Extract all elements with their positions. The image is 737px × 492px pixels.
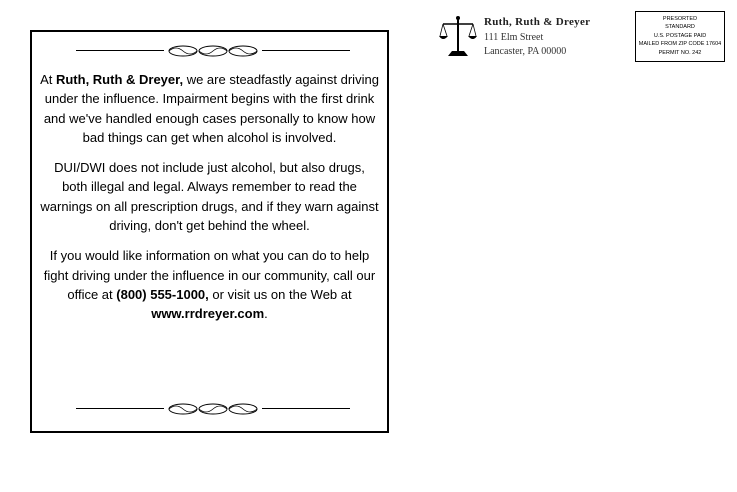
ornamental-divider-top: [76, 43, 350, 59]
message-body: [40, 70, 379, 335]
indicia-line: STANDARD: [665, 24, 695, 31]
scroll-ornament-icon: [164, 401, 262, 417]
return-address: [484, 16, 590, 59]
paragraph-dui-dwi: DUI/DWI does not include just alcohol, but also drugs, both illegal and legal. Always remember to read the warnings on all prescription drugs, and if they warn against driving, don't get behind the wheel.: [40, 160, 379, 234]
firm-name-emphasis: Ruth, Ruth & Dreyer,: [55, 72, 184, 87]
indicia-line: PRESORTED: [662, 16, 698, 22]
scroll-ornament-icon: [164, 43, 262, 59]
postcard-message-panel: [30, 30, 389, 433]
indicia-line: MAILED FROM ZIP CODE 17604: [638, 41, 722, 48]
scales-of-justice-icon: [438, 14, 478, 58]
indicia-line: U.S. POSTAGE PAID: [653, 32, 707, 39]
paragraph-intro: At Ruth, Ruth & Dreyer, we are steadfastly against driving under the influence. Impairment begins with the first drink and we've handled enough cases personally to know how bad things can get when alcohol is involved.: [40, 72, 379, 145]
ornamental-divider-bottom: [76, 401, 350, 417]
website-link[interactable]: www.rrdreyer.com: [151, 306, 265, 322]
postage-indicia: [635, 11, 725, 62]
return-address-firm: Ruth, Ruth & Dreyer: [484, 16, 591, 28]
paragraph-contact: If you would like information on what you can do to help fight driving under the influence in our community, call our office at (800) 555-1000, or visit us on the Web at www.rrdreyer.com.: [43, 248, 376, 322]
return-address-city: Lancaster, PA 00000: [484, 46, 567, 57]
phone-number: (800) 555-1000,: [116, 286, 209, 302]
return-address-street: 111 Elm Street: [484, 32, 544, 43]
indicia-line: PERMIT NO. 242: [658, 49, 702, 56]
